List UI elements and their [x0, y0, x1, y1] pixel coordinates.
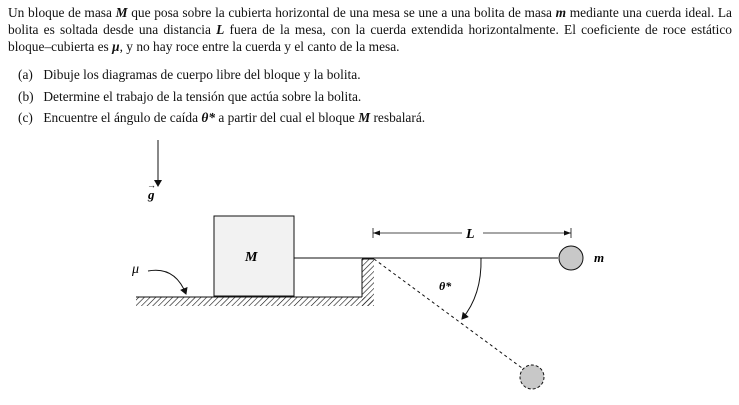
dashed-string [374, 259, 522, 368]
table-edge-hatch [362, 259, 374, 306]
part-a-label: (a) [18, 67, 33, 82]
block-label: M [245, 250, 258, 265]
part-c-text-a: Encuentre el ángulo de caída [43, 110, 202, 125]
angle-arc-icon [462, 258, 481, 319]
ball-initial [559, 246, 604, 270]
length-label: L [466, 227, 475, 242]
length-dimension [373, 227, 571, 242]
statement-seg4: fuera de la mesa, con la cuerda extendida horizontalmente. El coeficiente de roce estático bloque–cubierta es [8, 22, 732, 54]
friction-arrow-icon [148, 270, 186, 294]
block [214, 216, 294, 296]
angle-indicator [439, 258, 481, 319]
part-b-text: Determine el trabajo de la tensión que actúa sobre la bolita. [43, 88, 362, 104]
dim-arrow-left-icon [373, 231, 380, 236]
symbol-M: M [115, 5, 128, 20]
part-a-text: Dibuje los diagramas de cuerpo libre del bloque y la bolita. [43, 67, 361, 82]
part-b-label: (b) [18, 88, 34, 104]
gravity-label: g [148, 187, 155, 202]
ball-falling [520, 365, 544, 389]
ball-m [559, 246, 583, 270]
dim-arrow-right-icon [564, 231, 571, 236]
symbol-mu: μ [112, 39, 120, 54]
gravity-vector-mark: → [147, 180, 156, 190]
part-c-theta: θ* [201, 110, 216, 125]
table-ground-hatch [136, 297, 373, 306]
friction-label: μ [132, 262, 140, 277]
statement-seg3: mediante una cuerda ideal. La bolita es soltada desde una distancia [8, 5, 732, 37]
symbol-m: m [555, 5, 567, 20]
symbol-L: L [216, 22, 225, 37]
part-c-M: M [358, 110, 371, 125]
friction-indicator [131, 262, 186, 294]
part-c-label: (c) [18, 110, 33, 125]
part-c-text-c: resbalará. [370, 110, 426, 125]
statement-seg5: , y no hay roce entre la cuerda y el canto de la mesa. [119, 39, 400, 54]
statement-seg2: que posa sobre la cubierta horizontal de una mesa se une a una bolita de masa [127, 5, 556, 20]
gravity-vector [147, 140, 158, 202]
statement-seg1: Un bloque de masa [8, 5, 116, 20]
angle-label: θ* [439, 279, 452, 293]
ball-label: m [594, 250, 605, 265]
part-c-text-b: a partir del cual el bloque [215, 110, 359, 125]
